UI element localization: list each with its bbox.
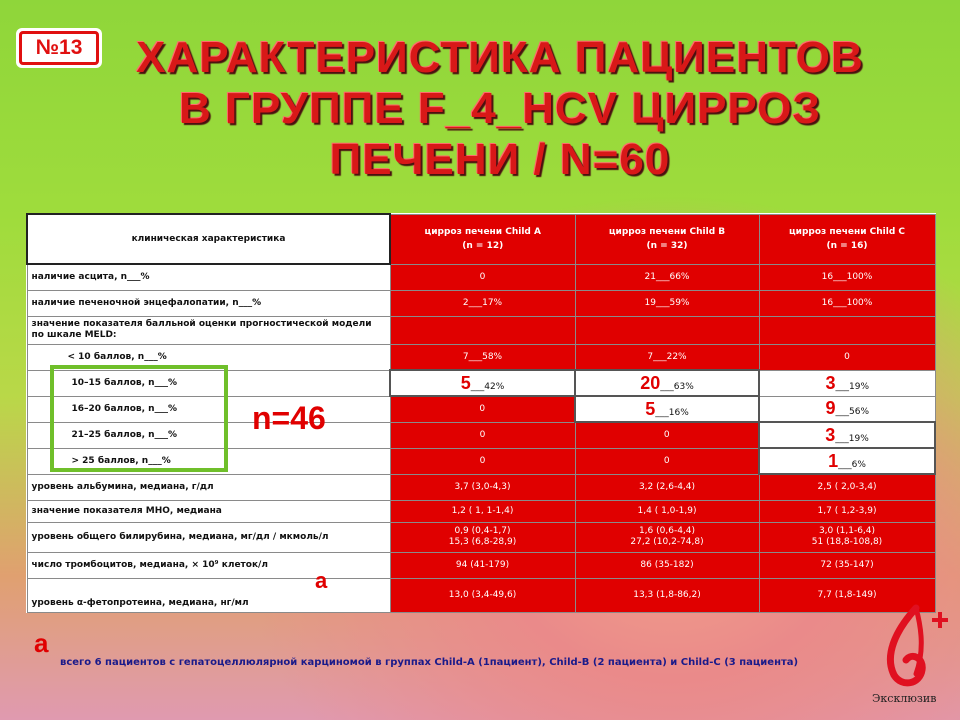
patients-table — [26, 213, 936, 613]
cell-c: 1,7 ( 1,2-3,9) — [759, 500, 935, 522]
cell-value: ___56% — [835, 407, 870, 418]
row-label: наличие асцита, n___% — [27, 264, 390, 290]
table-row — [27, 474, 935, 500]
cell-c: 16___100% — [759, 290, 935, 316]
cell-value: ___63% — [660, 381, 694, 392]
cell-b: 0 — [575, 422, 759, 448]
row-label: 10–15 баллов, n___% — [27, 370, 390, 396]
table-row — [27, 396, 935, 422]
cell-value: ___19% — [835, 381, 870, 392]
n46-annotation: n=46 — [252, 400, 326, 436]
row-label: значение показателя МНО, медиана — [27, 500, 390, 522]
cell-a — [390, 370, 575, 396]
footnote-mark: a — [34, 628, 49, 658]
cell-b: 7___22% — [575, 344, 759, 370]
cell-c — [759, 316, 935, 344]
table-row — [27, 344, 935, 370]
table-row — [27, 578, 935, 612]
highlight-count: 20 — [640, 372, 661, 393]
table-row — [27, 370, 935, 396]
row-label: значение показателя балльной оценки прогностической модели по шкале MELD: — [27, 316, 390, 344]
row-label: 16–20 баллов, n___% — [27, 396, 390, 422]
cell-b: 19___59% — [575, 290, 759, 316]
table-header-row — [27, 214, 935, 264]
cell-b: 86 (35-182) — [575, 552, 759, 578]
table-row — [27, 448, 935, 474]
title-line-2: В ГРУППЕ F_4_HCV ЦИРРОЗ — [179, 84, 821, 133]
cell-a: 2___17% — [390, 290, 575, 316]
table-row — [27, 290, 935, 316]
highlight-count: 3 — [825, 424, 836, 445]
cell-c — [759, 370, 935, 396]
cell-value: ___42% — [470, 381, 505, 392]
highlight-count: 3 — [825, 372, 836, 393]
title-line-1: ХАРАКТЕРИСТИКА ПАЦИЕНТОВ — [136, 33, 864, 82]
cell-a — [390, 316, 575, 344]
row-label: наличие печеночной энцефалопатии, n___% — [27, 290, 390, 316]
cell-c — [759, 422, 935, 448]
cell-a: 0 — [390, 396, 575, 422]
cell-a: 1,2 ( 1, 1-1,4) — [390, 500, 575, 522]
cell-b: 0 — [575, 448, 759, 474]
cell-value: ___19% — [835, 433, 869, 444]
cell-b: 1,4 ( 1,0-1,9) — [575, 500, 759, 522]
table-row — [27, 522, 935, 552]
cell-value: ___6% — [838, 459, 866, 470]
row-label: число тромбоцитов, медиана, × 10⁹ клеток/л — [27, 552, 390, 578]
header-child-a: цирроз печени Child A (n = 12) — [390, 214, 575, 264]
slide-number-badge — [16, 28, 102, 68]
cell-c: 72 (35-147) — [759, 552, 935, 578]
cell-a: 0,9 (0,4-1,7) 15,3 (6,8-28,9) — [390, 522, 575, 552]
header-characteristic: клиническая характеристика — [27, 214, 390, 264]
cell-b — [575, 370, 759, 396]
highlight-count: 5 — [460, 372, 471, 393]
header-child-b: цирроз печени Child B (n = 32) — [575, 214, 759, 264]
table-row — [27, 264, 935, 290]
cell-value: ___16% — [655, 407, 689, 418]
cell-c: 0 — [759, 344, 935, 370]
footnote-mark-table: a — [315, 568, 328, 593]
row-label: < 10 баллов, n___% — [27, 344, 390, 370]
cell-c — [759, 396, 935, 422]
cell-a: 7___58% — [390, 344, 575, 370]
cell-c: 3,0 (1,1-6,4) 51 (18,8-108,8) — [759, 522, 935, 552]
highlight-count: 1 — [828, 450, 839, 471]
logo-text: Эксклюзив — [872, 692, 937, 705]
table-row — [27, 500, 935, 522]
row-label: > 25 баллов, n___% — [27, 448, 390, 474]
table-row — [27, 552, 935, 578]
cell-a: 0 — [390, 264, 575, 290]
cell-a: 0 — [390, 448, 575, 474]
cell-c: 16___100% — [759, 264, 935, 290]
cell-a: 3,7 (3,0-4,3) — [390, 474, 575, 500]
cell-b — [575, 396, 759, 422]
row-label: уровень α-фетопротеина, медиана, нг/мл — [27, 578, 390, 612]
header-child-c: цирроз печени Child C (n = 16) — [759, 214, 935, 264]
table-row — [27, 422, 935, 448]
cell-c: 2,5 ( 2,0-3,4) — [759, 474, 935, 500]
cell-b: 13,3 (1,8-86,2) — [575, 578, 759, 612]
highlight-count: 5 — [645, 398, 656, 419]
cell-a: 94 (41-179) — [390, 552, 575, 578]
cell-c: 7,7 (1,8-149) — [759, 578, 935, 612]
slide-title — [100, 32, 900, 185]
cell-b: 21___66% — [575, 264, 759, 290]
cell-a: 0 — [390, 422, 575, 448]
cell-b — [575, 316, 759, 344]
cell-b: 1,6 (0,6-4,4) 27,2 (10,2-74,8) — [575, 522, 759, 552]
row-label: 21–25 баллов, n___% — [27, 422, 390, 448]
row-label: уровень альбумина, медиана, г/дл — [27, 474, 390, 500]
row-label: уровень общего билирубина, медиана, мг/дл / мкмоль/л — [27, 522, 390, 552]
cell-c — [759, 448, 935, 474]
cell-b: 3,2 (2,6-4,4) — [575, 474, 759, 500]
highlight-count: 9 — [825, 398, 836, 419]
title-line-3: ПЕЧЕНИ / N=60 — [329, 135, 671, 184]
cell-a: 13,0 (3,4-49,6) — [390, 578, 575, 612]
footnote-text: всего 6 пациентов с гепатоцеллюлярной карциномой в группах Child-A (1пациент), Child-B (2 пациента) и Child-C (3 пациента) — [60, 657, 799, 668]
slide-number: №13 — [19, 31, 99, 65]
exclusive-logo-icon — [876, 600, 956, 692]
table-row — [27, 316, 935, 344]
